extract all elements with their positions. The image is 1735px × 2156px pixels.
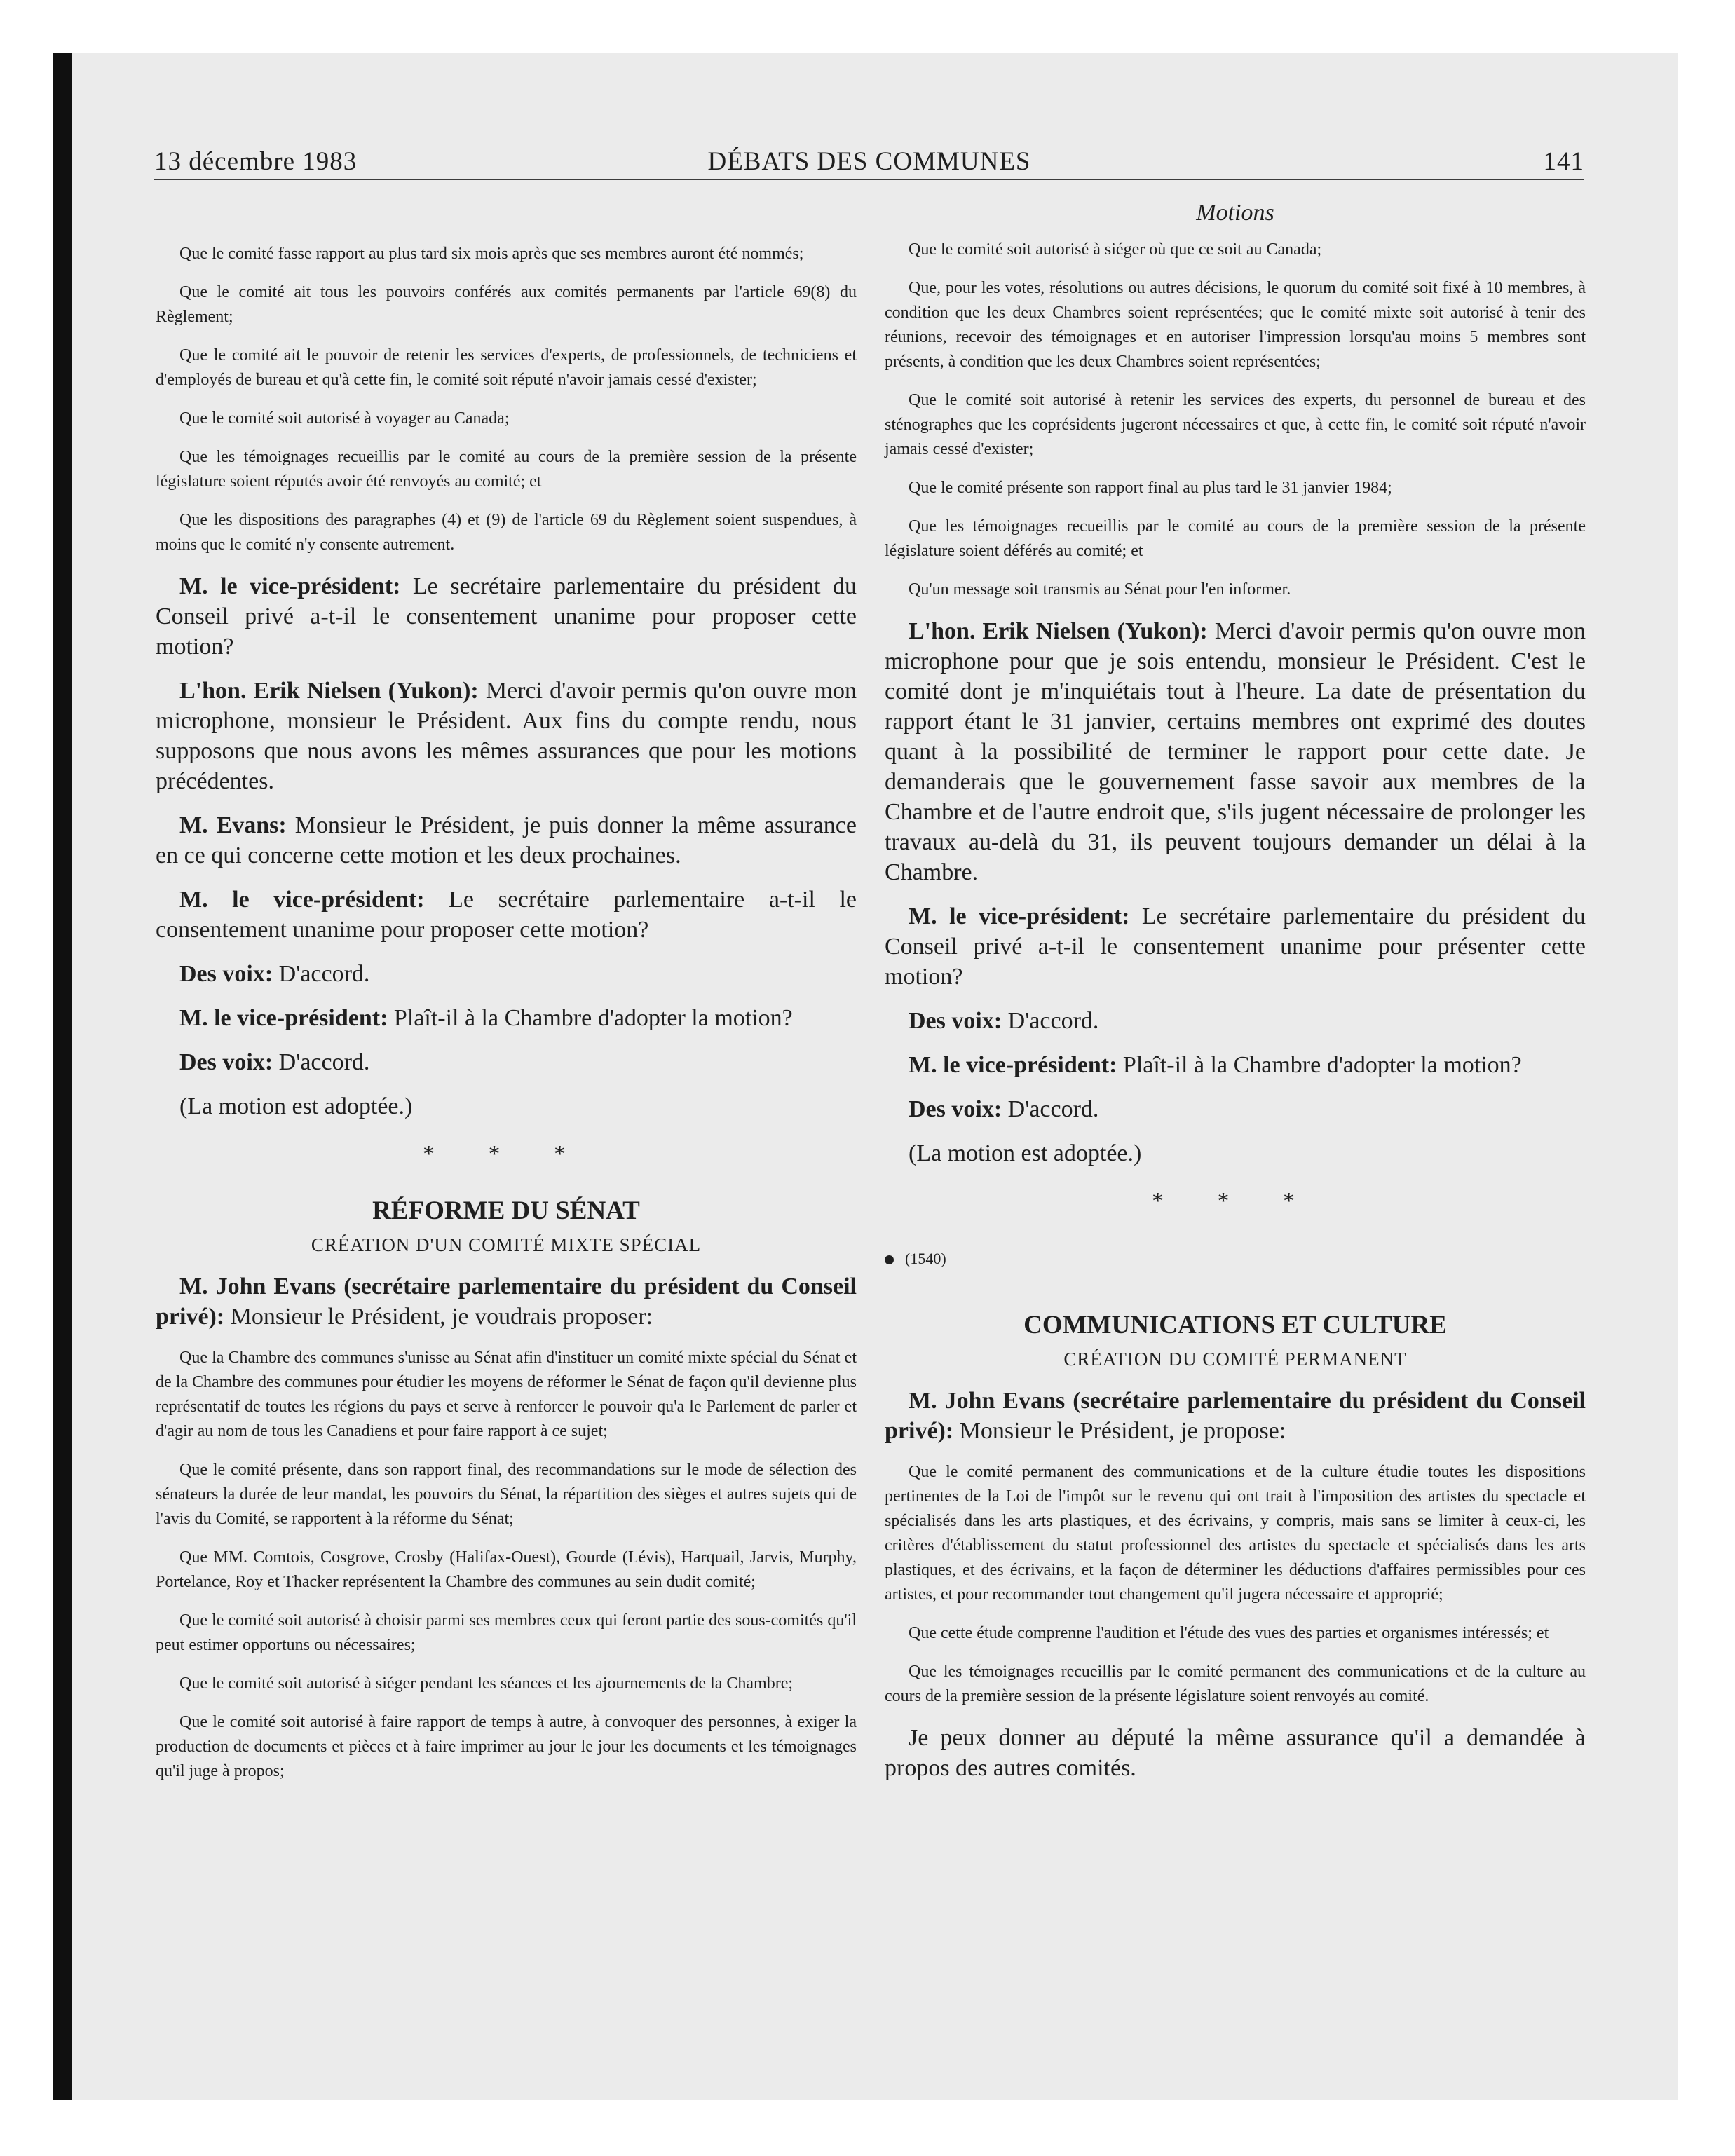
section-subheading: CRÉATION D'UN COMITÉ MIXTE SPÉCIAL (311, 1234, 702, 1255)
speech-text: D'accord. (1002, 1008, 1099, 1034)
speaker-name: L'hon. Erik Nielsen (Yukon): (909, 618, 1208, 644)
motion-text: Que le comité ait tous les pouvoirs conférés aux comités permanents par l'article 69(8) du Règlement; (156, 283, 857, 326)
speaker-name: L'hon. Erik Nielsen (Yukon): (179, 678, 479, 704)
speech-text: Monsieur le Président, je puis donner la même assurance en ce qui concerne cette motion et les deux prochaines. (156, 812, 857, 868)
speaker-name: M. John Evans (secrétaire parlementaire du président du Conseil privé): (885, 1388, 1586, 1444)
motion-text: Qu'un message soit transmis au Sénat pour l'en informer. (909, 580, 1291, 599)
motion-text: Que les témoignages recueillis par le comité permanent des communications et de la culture au cours de la première session de la présente législature soient renvoyés au comité. (885, 1663, 1586, 1705)
speaker-name: M. le vice-président: (179, 887, 425, 913)
motion-text: Que les dispositions des paragraphes (4) et (9) de l'article 69 du Règlement soient suspendues, à moins que le comité n'y consente autrement. (156, 511, 857, 554)
speech (156, 959, 857, 989)
motion-text: Que le comité soit autorisé à choisir parmi ses membres ceux qui feront partie des sous-comités qu'il peut estimer opportuns ou nécessaires; (156, 1611, 857, 1654)
speech-text: Plaît-il à la Chambre d'adopter la motion? (1117, 1052, 1522, 1078)
header-date: 13 décembre 1983 (154, 147, 358, 176)
speech (156, 1271, 857, 1332)
speech (156, 810, 857, 871)
motion-text: Que, pour les votes, résolutions ou autres décisions, le quorum du comité soit fixé à 10 membres, à condition que les deux Chambres soient représentées; que le comité mixte soit autorisé à tenir des réunions, recevoir des témoignages et en autoriser l'impression lorsqu'au moins 5 membres sont présents, à condition que les deux Chambres soient représentées; (885, 279, 1586, 371)
motion-text: Que le comité soit autorisé à voyager au Canada; (179, 409, 510, 428)
motion-text: Que le comité soit autorisé à siéger où que ce soit au Canada; (909, 240, 1322, 259)
speech-text: Monsieur le Président, je propose: (953, 1418, 1286, 1444)
speech-text: D'accord. (273, 1049, 370, 1075)
speech (885, 901, 1586, 992)
scan-edge-shadow (53, 53, 72, 2100)
speaker-name: Des voix: (179, 961, 273, 987)
speech (885, 616, 1586, 887)
speech (156, 885, 857, 945)
speech (156, 1047, 857, 1077)
speech-text: Le secrétaire parlementaire a-t-il le consentement unanime pour proposer cette motion? (156, 887, 857, 943)
section-heading: RÉFORME DU SÉNAT (372, 1196, 640, 1225)
speaker-name: M. le vice-président: (909, 1052, 1117, 1078)
speech-text: Le secrétaire parlementaire du président du Conseil privé a-t-il le consentement unanime pour présenter cette motion? (885, 903, 1586, 990)
speech-text: Le secrétaire parlementaire du président du Conseil privé a-t-il le consentement unanime pour proposer cette motion? (156, 573, 857, 660)
motion-text: Que la Chambre des communes s'unisse au Sénat afin d'instituer un comité mixte spécial du Sénat et de la Chambre des communes pour étudier les moyens de réformer le Sénat de façon qu'il devienne plus représentatif de toutes les régions du pays et serve à renforcer le pouvoir qu'a le Parlement de parler et d'agir au nom de tous les Canadiens et pour faire rapport à ce sujet; (156, 1349, 857, 1440)
speech-text: Merci d'avoir permis qu'on ouvre mon microphone pour que je sois entendu, monsieur le Président. C'est le comité dont je m'inquiétais tout à l'heure. La date de présentation du rapport étant le 31 janvier, certains membres ont exprimé des doutes quant à la possibilité de terminer le rapport pour cette date. Je demanderais que le gouvernement fasse savoir aux membres de la Chambre et de l'autre endroit que, s'ils jugent nécessaire de prolonger les travaux au-delà du 31, ils peuvent toujours demander un délai à la Chambre. (885, 618, 1586, 885)
motion-text: Que le comité présente son rapport final au plus tard le 31 janvier 1984; (909, 479, 1392, 497)
motion-text: Que cette étude comprenne l'audition et l'étude des vues des parties et organismes intéressés; et (909, 1624, 1549, 1642)
speaker-name: M. le vice-président: (179, 1005, 388, 1031)
motion-text: Que le comité soit autorisé à retenir les services des experts, du personnel de bureau et des sténographes que les coprésidents jugeront nécessaires et que, à cette fin, le comité soit réputé n'avoir jamais cessé d'exister; (885, 391, 1586, 458)
bullet-icon (885, 1255, 894, 1264)
speech-text: D'accord. (273, 961, 370, 987)
section-subheading: CRÉATION DU COMITÉ PERMANENT (1063, 1349, 1407, 1370)
speech (156, 676, 857, 796)
section-note: Motions (1196, 200, 1274, 226)
speaker-name: Des voix: (909, 1096, 1002, 1122)
speech (885, 1094, 1586, 1124)
speaker-name: M. John Evans (secrétaire parlementaire du président du Conseil privé): (156, 1274, 857, 1330)
speaker-name: M. le vice-président: (909, 903, 1130, 929)
speaker-name: M. le vice-président: (179, 573, 401, 599)
speech (156, 1003, 857, 1033)
speech-text: D'accord. (1002, 1096, 1099, 1122)
timestamp (885, 1250, 1586, 1268)
speech (885, 1386, 1586, 1446)
speech (156, 571, 857, 662)
motion-text: Que le comité soit autorisé à faire rapport de temps à autre, à convoquer des personnes, à exiger la production de documents et pièces et à faire imprimer au jour le jour les documents et les témoignages qu'il juge à propos; (156, 1713, 857, 1780)
motion-text: Que le comité fasse rapport au plus tard six mois après que ses membres auront été nommés; (179, 245, 804, 263)
motion-adopted: (La motion est adoptée.) (909, 1140, 1142, 1166)
speech-text: Merci d'avoir permis qu'on ouvre mon microphone, monsieur le Président. Aux fins du compte rendu, nous supposons que nous avons les mêmes assurances que pour les motions précédentes. (156, 678, 857, 794)
header-rule (154, 179, 1584, 180)
motion-text: Que le comité permanent des communications et de la culture étudie toutes les dispositions pertinentes de la Loi de l'impôt sur le revenu qui ont trait à l'imposition des artistes du spectacle et spécialisés dans les arts plastiques, et des écrivains, y compris, mais sans se limiter à ceux-ci, les critères d'établissement du statut professionnel des artistes du spectacle et spécialisés dans les arts plastiques, et des écrivains, et la façon de déterminer les déductions d'affaires permissibles pour ces artistes, et pour recommander tout changement qu'il jugera nécessaire et approprié; (885, 1463, 1586, 1604)
motion-text: Que les témoignages recueillis par le comité au cours de la première session de la présente législature soient réputés avoir été renvoyés au comité; et (156, 448, 857, 491)
motion-adopted: (La motion est adoptée.) (179, 1093, 413, 1119)
speaker-name: Des voix: (909, 1008, 1002, 1034)
section-separator: * * * (423, 1141, 590, 1167)
motion-text: Que le comité présente, dans son rapport final, des recommandations sur le mode de sélection des sénateurs la durée de leur mandat, les pouvoirs du Sénat, la répartition des sièges et autres sujets qui de l'avis du Comité, se rapportent à la réforme du Sénat; (156, 1461, 857, 1528)
motion-text: Que MM. Comtois, Cosgrove, Crosby (Halifax-Ouest), Gourde (Lévis), Harquail, Jarvis, Murphy, Portelance, Roy et Thacker représentent la Chambre des communes au sein dudit comité; (156, 1548, 857, 1591)
motion-text: Que le comité ait le pouvoir de retenir les services d'experts, de professionnels, de techniciens et d'employés de bureau et qu'à cette fin, le comité soit réputé n'avoir jamais cessé d'exister; (156, 346, 857, 389)
speaker-name: M. Evans: (179, 812, 287, 838)
speech (885, 1006, 1586, 1036)
right-column (885, 200, 1586, 1797)
section-heading: COMMUNICATIONS ET CULTURE (1023, 1311, 1447, 1339)
speech (885, 1050, 1586, 1080)
page-number: 141 (1543, 147, 1584, 176)
section-separator: * * * (1152, 1188, 1319, 1214)
motion-text: Que le comité soit autorisé à siéger pendant les séances et les ajournements de la Chambre; (179, 1674, 794, 1693)
motion-text: Que les témoignages recueillis par le comité au cours de la première session de la présente législature soient déférés au comité; et (885, 517, 1586, 560)
header-title: DÉBATS DES COMMUNES (707, 147, 1031, 176)
speech-text: Plaît-il à la Chambre d'adopter la motion? (388, 1005, 793, 1031)
left-column (156, 200, 857, 1798)
closing-statement: Je peux donner au député la même assurance qu'il a demandée à propos des autres comités. (885, 1725, 1586, 1781)
speaker-name: Des voix: (179, 1049, 273, 1075)
speech-text: Monsieur le Président, je voudrais proposer: (224, 1304, 653, 1330)
timestamp-text: (1540) (905, 1250, 946, 1267)
